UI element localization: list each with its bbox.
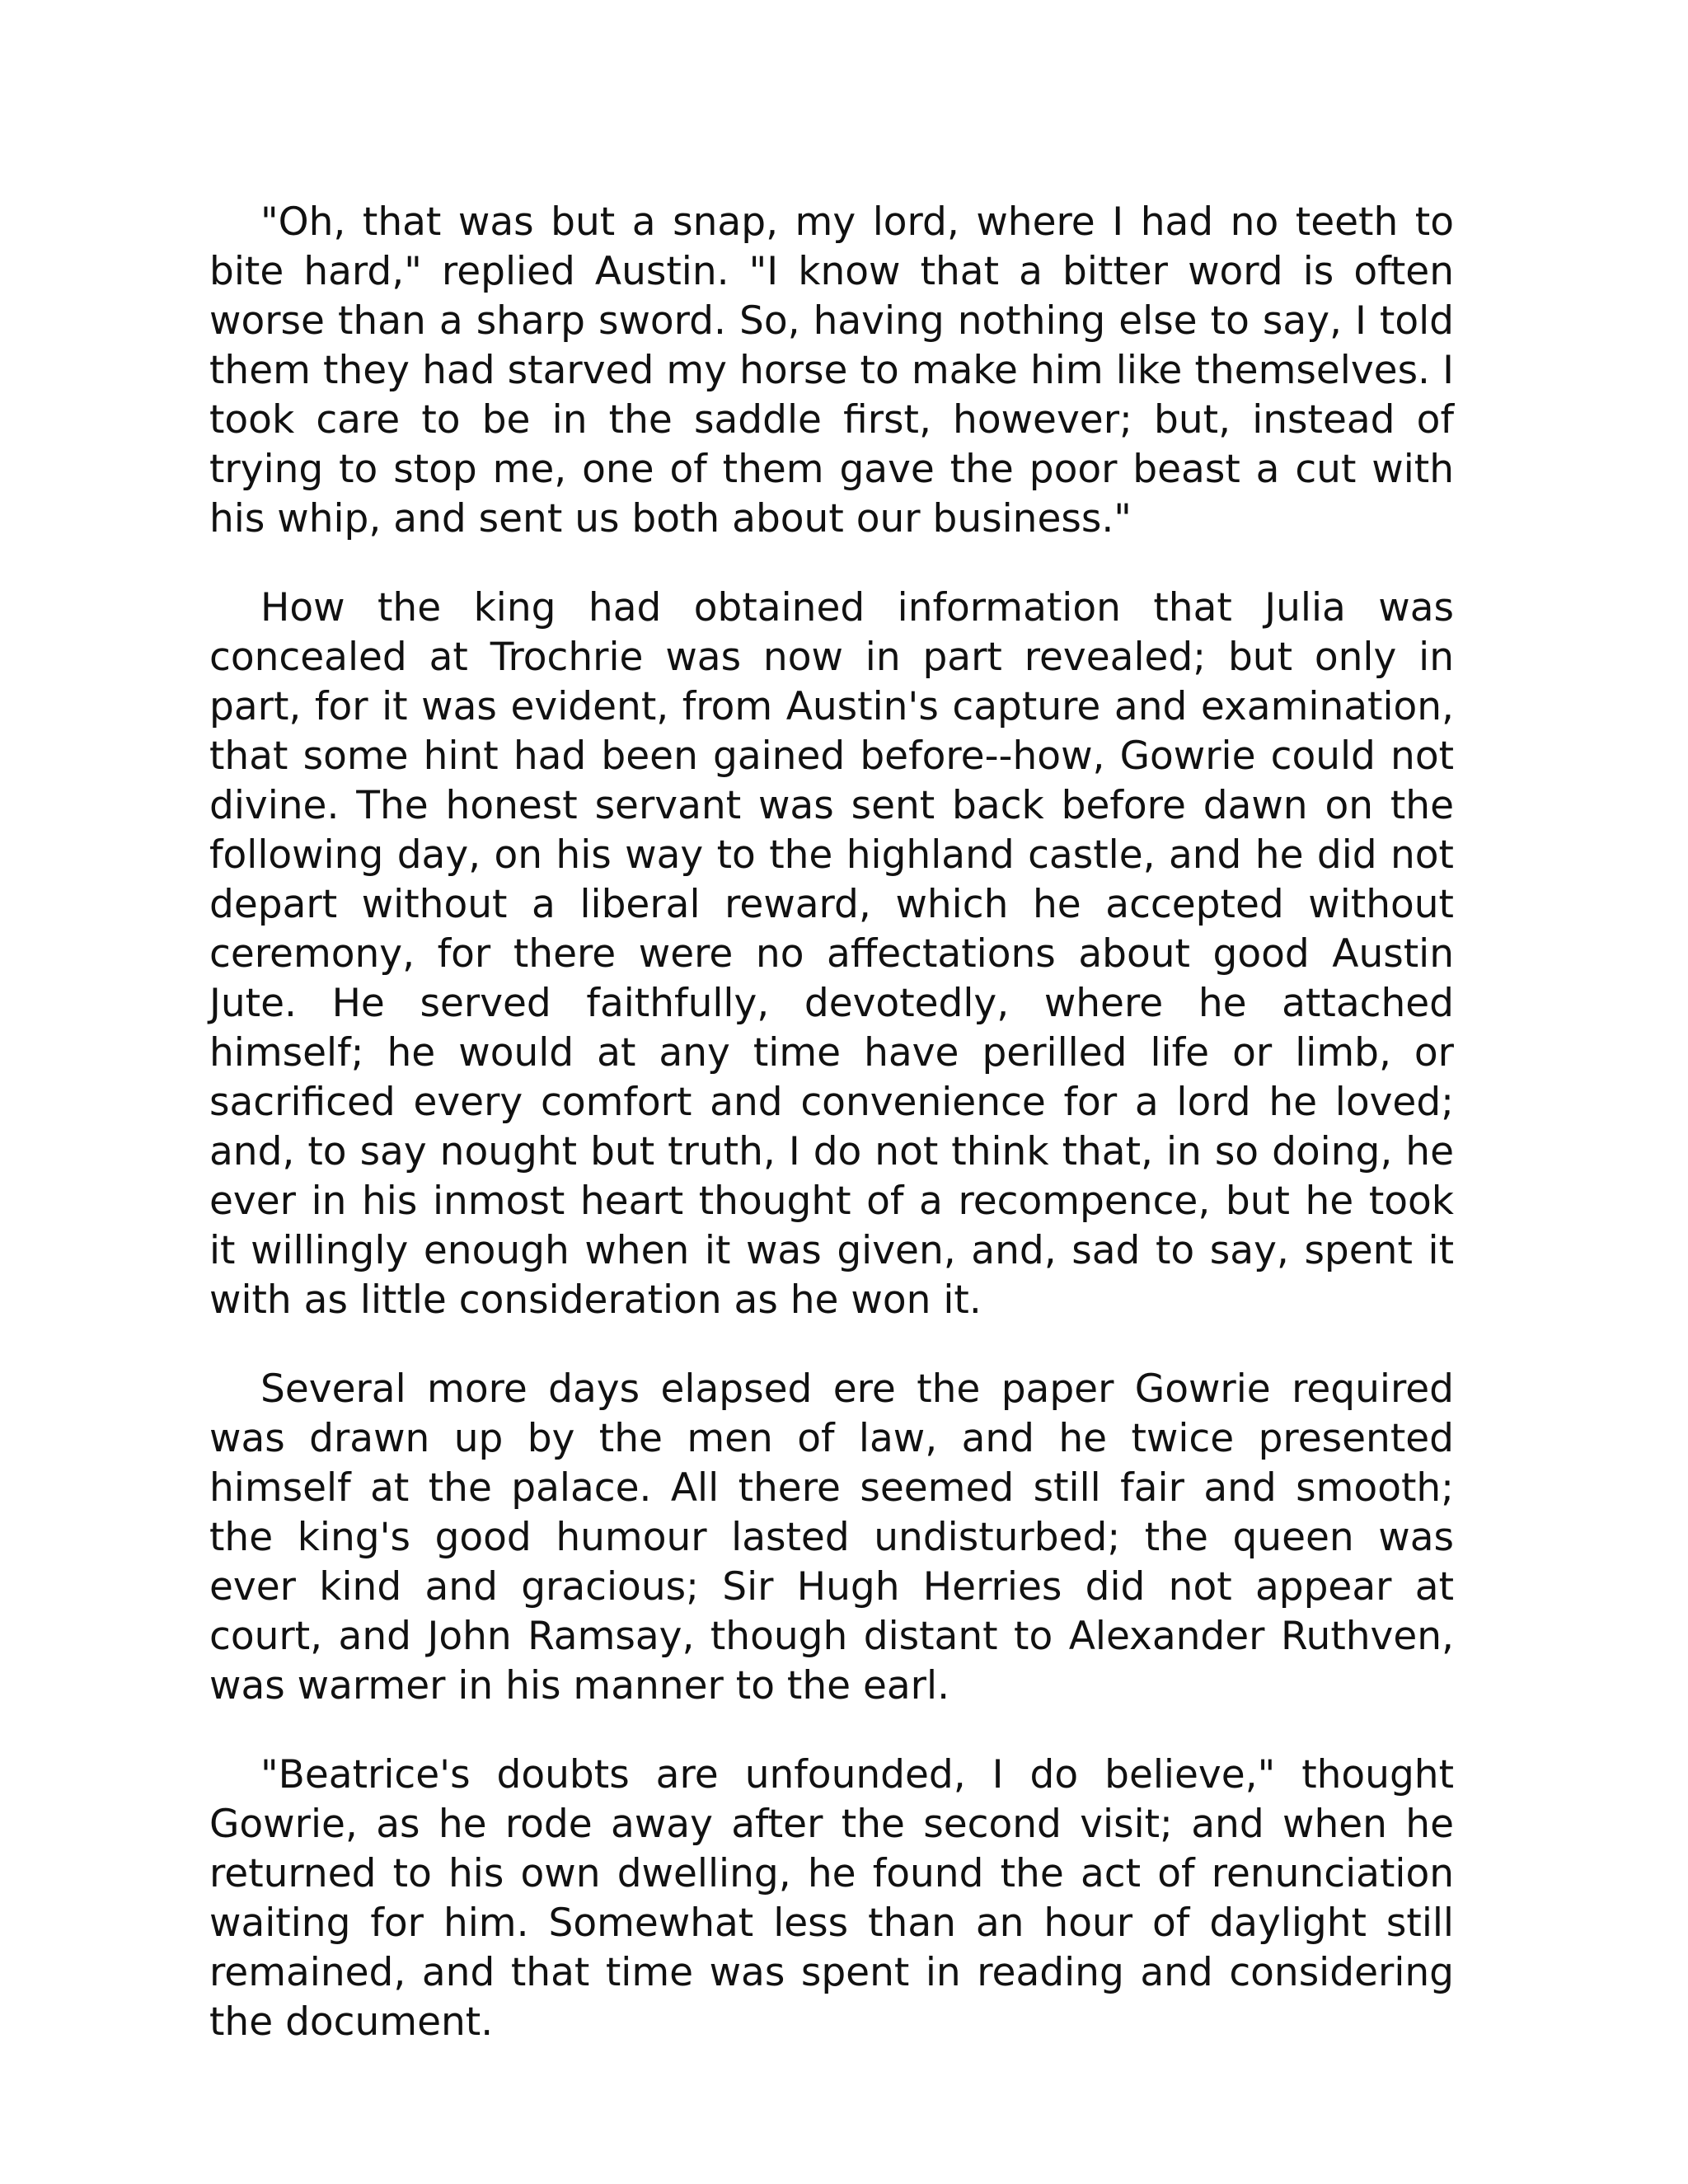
paragraph-2: How the king had obtained information that Julia was concealed at Trochrie was now in part revealed; but only in part, for it was evident, from Austin's capture and examination, that some hint had been gained before--how, Gowrie could not divine. The honest servant was sent back before dawn on the following day, on his way to the highland castle, and he did not depart without a liberal reward, which he accepted without ceremony, for there were no affectations about good Austin Jute. He served faithfully, devotedly, where he attached himself; he would at any time have perilled life or limb, or sacrificed every comfort and convenience for a lord he loved; and, to say nought but truth, I do not think that, in so doing, he ever in his inmost heart thought of a recompence, but he took it willingly enough when it was given, and, sad to say, spent it with as little consideration as he won it. <box>209 585 1454 1323</box>
paragraph-3: Several more days elapsed ere the paper Gowrie required was drawn up by the men of law, and he twice presented himself at the palace. All there seemed still fair and smooth; the king's good humour lasted undisturbed; the queen was ever kind and gracious; Sir Hugh Herries did not appear at court, and John Ramsay, though distant to Alexander Ruthven, was warmer in his manner to the earl. <box>209 1366 1454 1708</box>
document-page <box>209 198 1454 2047</box>
paragraph-4: "Beatrice's doubts are unfounded, I do believe," thought Gowrie, as he rode away after the second visit; and when he returned to his own dwelling, he found the act of renunciation waiting for him. Somewhat less than an hour of daylight still remained, and that time was spent in reading and considering the document. <box>209 1752 1454 2045</box>
paragraph-1: "Oh, that was but a snap, my lord, where I had no teeth to bite hard," replied Austin. "I know that a bitter word is often worse than a sharp sword. So, having nothing else to say, I told them they had starved my horse to make him like themselves. I took care to be in the saddle first, however; but, instead of trying to stop me, one of them gave the poor beast a cut with his whip, and sent us both about our business." <box>209 199 1454 541</box>
